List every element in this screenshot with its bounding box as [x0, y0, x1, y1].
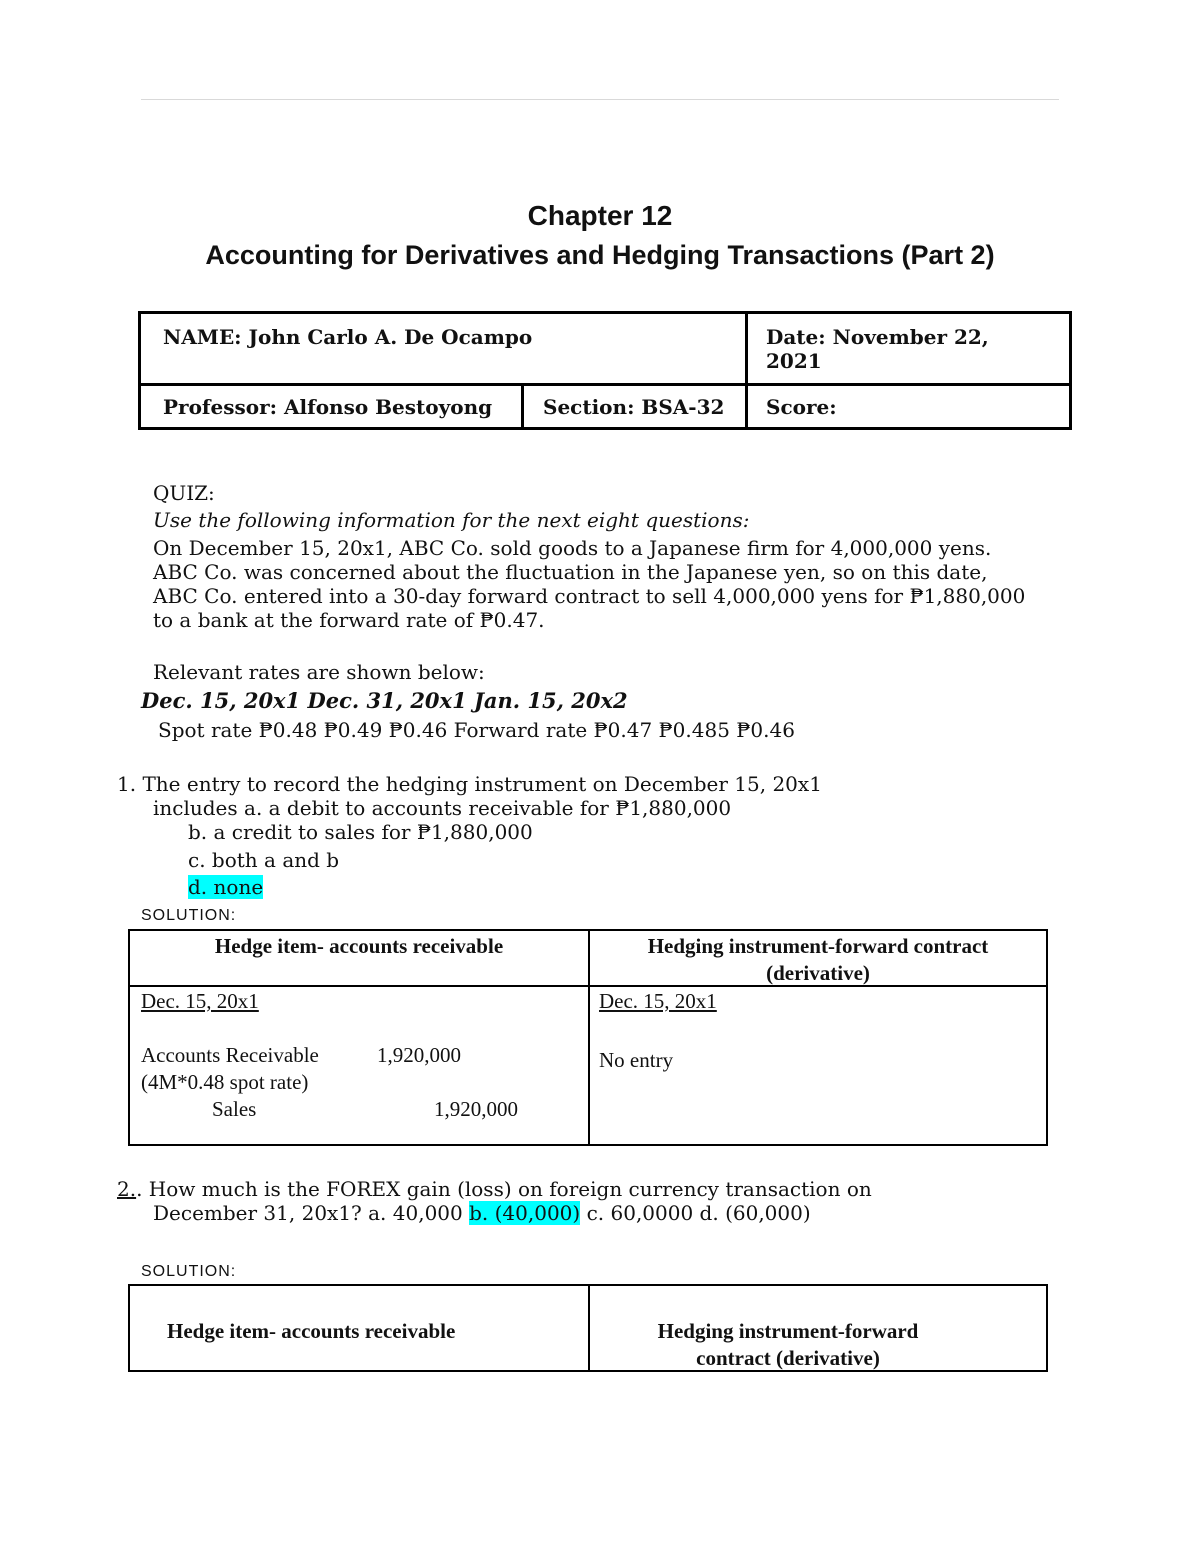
q1-left-sales-label: Sales — [212, 1097, 257, 1121]
professor-name: Professor: Alfonso Bestoyong — [163, 395, 493, 419]
q1-option-b: b. a credit to sales for ₱1,880,000 — [188, 820, 533, 844]
quiz-instruction: Use the following information for the next eight questions: — [153, 508, 750, 532]
info-table-col-divider — [745, 314, 748, 427]
q1-line-1: 1. The entry to record the hedging instrument on December 15, 20x1 — [117, 772, 822, 796]
student-info-table — [138, 311, 1072, 430]
q1-solution-label: SOLUTION: — [141, 907, 237, 924]
q2-solution-label: SOLUTION: — [141, 1263, 237, 1280]
score: Score: — [766, 395, 837, 419]
q1-table-col2-header-line-1: Hedging instrument-forward contract — [647, 934, 989, 958]
quiz-heading: QUIZ: — [153, 481, 215, 505]
q1-left-ar-label: Accounts Receivable — [141, 1043, 319, 1067]
q2-line-2-end: c. 60,0000 d. (60,000) — [580, 1201, 811, 1225]
q1-left-sales-amount: 1,920,000 — [434, 1097, 518, 1121]
q1-option-d-highlighted: d. none — [188, 875, 264, 899]
student-name: NAME: John Carlo A. De Ocampo — [163, 325, 533, 349]
rates-dates: Dec. 15, 20x1 Dec. 31, 20x1 Jan. 15, 20x2 — [141, 688, 628, 713]
q1-table-col2-header-line-2: (derivative) — [766, 961, 870, 985]
q1-left-ar-note: (4M*0.48 spot rate) — [141, 1070, 309, 1094]
q2-solution-table — [128, 1284, 1048, 1372]
rates-values: Spot rate ₱0.48 ₱0.49 ₱0.46 Forward rate ₱0.47 ₱0.485 ₱0.46 — [158, 718, 795, 742]
q1-solution-table — [128, 929, 1048, 1146]
section: Section: BSA-32 — [543, 395, 725, 419]
info-table-col-divider-lower — [521, 386, 524, 427]
top-rule — [141, 99, 1059, 100]
quiz-paragraph-line-4: to a bank at the forward rate of ₱0.47. — [153, 608, 545, 632]
q2-number: 2. — [117, 1177, 137, 1201]
info-table-row-divider — [141, 383, 1069, 386]
rates-intro: Relevant rates are shown below: — [153, 660, 485, 684]
q1-left-date: Dec. 15, 20x1 — [141, 989, 259, 1013]
q1-line-2: includes a. a debit to accounts receivable for ₱1,880,000 — [153, 796, 732, 820]
date-line-1: Date: November 22, — [766, 325, 989, 349]
q2-answer-highlighted: b. (40,000) — [469, 1201, 581, 1225]
q1-left-ar-amount: 1,920,000 — [377, 1043, 461, 1067]
q2-line-1: . How much is the FOREX gain (loss) on foreign currency transaction on — [136, 1177, 872, 1201]
quiz-paragraph-line-1: On December 15, 20x1, ABC Co. sold goods to a Japanese firm for 4,000,000 yens. — [153, 536, 992, 560]
chapter-subtitle: Accounting for Derivatives and Hedging Transactions (Part 2) — [205, 240, 995, 270]
q1-table-col1-header: Hedge item- accounts receivable — [214, 934, 504, 958]
quiz-paragraph-line-2: ABC Co. was concerned about the fluctuation in the Japanese yen, so on this date, — [153, 560, 988, 584]
q2-table-col1-header: Hedge item- accounts receivable — [167, 1319, 456, 1343]
q1-option-c: c. both a and b — [188, 848, 340, 872]
q2-table-col2-header-line-1: Hedging instrument-forward — [657, 1319, 919, 1343]
date-line-2: 2021 — [766, 349, 822, 373]
q1-right-entry: No entry — [599, 1048, 674, 1072]
chapter-title: Chapter 12 — [527, 200, 673, 231]
q1-right-date: Dec. 15, 20x1 — [599, 989, 717, 1013]
quiz-paragraph-line-3: ABC Co. entered into a 30-day forward contract to sell 4,000,000 yens for ₱1,880,000 — [153, 584, 1026, 608]
q2-table-col2-header-line-2: contract (derivative) — [696, 1346, 880, 1370]
q2-line-2-start: December 31, 20x1? a. 40,000 — [153, 1201, 470, 1225]
